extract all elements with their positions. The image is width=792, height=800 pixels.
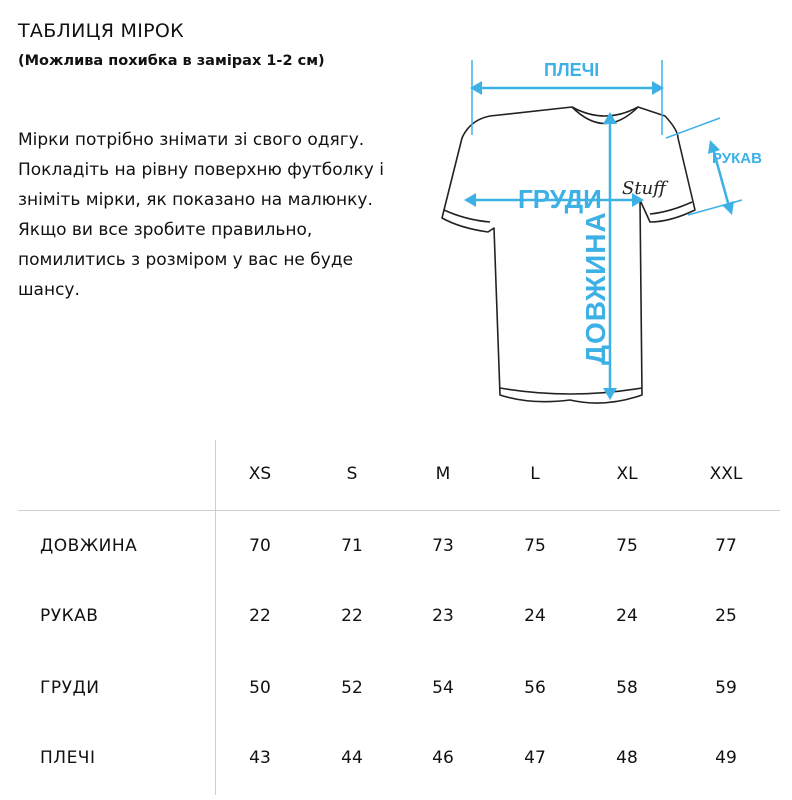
table-cell: 58 [616, 678, 638, 698]
table-cell: 43 [249, 748, 271, 768]
tshirt-outline [442, 107, 695, 403]
table-cell: 50 [249, 678, 271, 698]
shoulders-label: ПЛЕЧІ [544, 60, 600, 80]
table-cell: 75 [524, 536, 546, 556]
table-cell: 44 [341, 748, 363, 768]
page-title: ТАБЛИЦЯ МІРОК [18, 20, 184, 42]
table-cell: 22 [249, 606, 271, 626]
size-header-s: S [346, 464, 358, 484]
row-label-sleeve: РУКАВ [40, 606, 99, 626]
page-subtitle: (Можлива похибка в замірах 1-2 см) [18, 53, 325, 69]
table-cell: 47 [524, 748, 546, 768]
size-header-l: L [530, 464, 540, 484]
table-cell: 24 [616, 606, 638, 626]
table-cell: 25 [715, 606, 737, 626]
sleeve-label: РУКАВ [712, 150, 762, 167]
table-cell: 73 [432, 536, 454, 556]
chest-label: ГРУДИ [518, 184, 602, 214]
table-cell: 54 [432, 678, 454, 698]
table-cell: 22 [341, 606, 363, 626]
table-cell: 77 [715, 536, 737, 556]
table-cell: 48 [616, 748, 638, 768]
size-header-xxl: XXL [709, 464, 743, 484]
table-divider-horizontal [18, 510, 780, 511]
size-header-m: M [435, 464, 451, 484]
row-label-length: ДОВЖИНА [40, 536, 138, 556]
row-label-shoulders: ПЛЕЧІ [40, 748, 96, 768]
row-label-chest: ГРУДИ [40, 678, 100, 698]
table-cell: 46 [432, 748, 454, 768]
bottom-hem [500, 388, 642, 394]
tshirt-diagram [430, 50, 780, 420]
length-label: ДОВЖИНА [580, 211, 611, 365]
size-chart-table [18, 440, 780, 800]
instructions-text: Мірки потрібно знімати зі свого одягу. Покладіть на рівну поверхню футболку і зніміть мірки, як показано на малюнку. Якщо ви все зробите правильно, помилитись з розміром у вас не буде шансу. [18, 130, 384, 300]
table-cell: 71 [341, 536, 363, 556]
table-cell: 70 [249, 536, 271, 556]
table-cell: 75 [616, 536, 638, 556]
table-cell: 56 [524, 678, 546, 698]
brand-logo: Stuff [622, 178, 666, 199]
table-cell: 23 [432, 606, 454, 626]
size-header-xl: XL [616, 464, 638, 484]
table-cell: 49 [715, 748, 737, 768]
table-cell: 59 [715, 678, 737, 698]
right-sleeve-hem [650, 202, 692, 214]
table-cell: 52 [341, 678, 363, 698]
table-cell: 24 [524, 606, 546, 626]
left-sleeve-hem [444, 210, 490, 222]
size-header-xs: XS [248, 464, 272, 484]
